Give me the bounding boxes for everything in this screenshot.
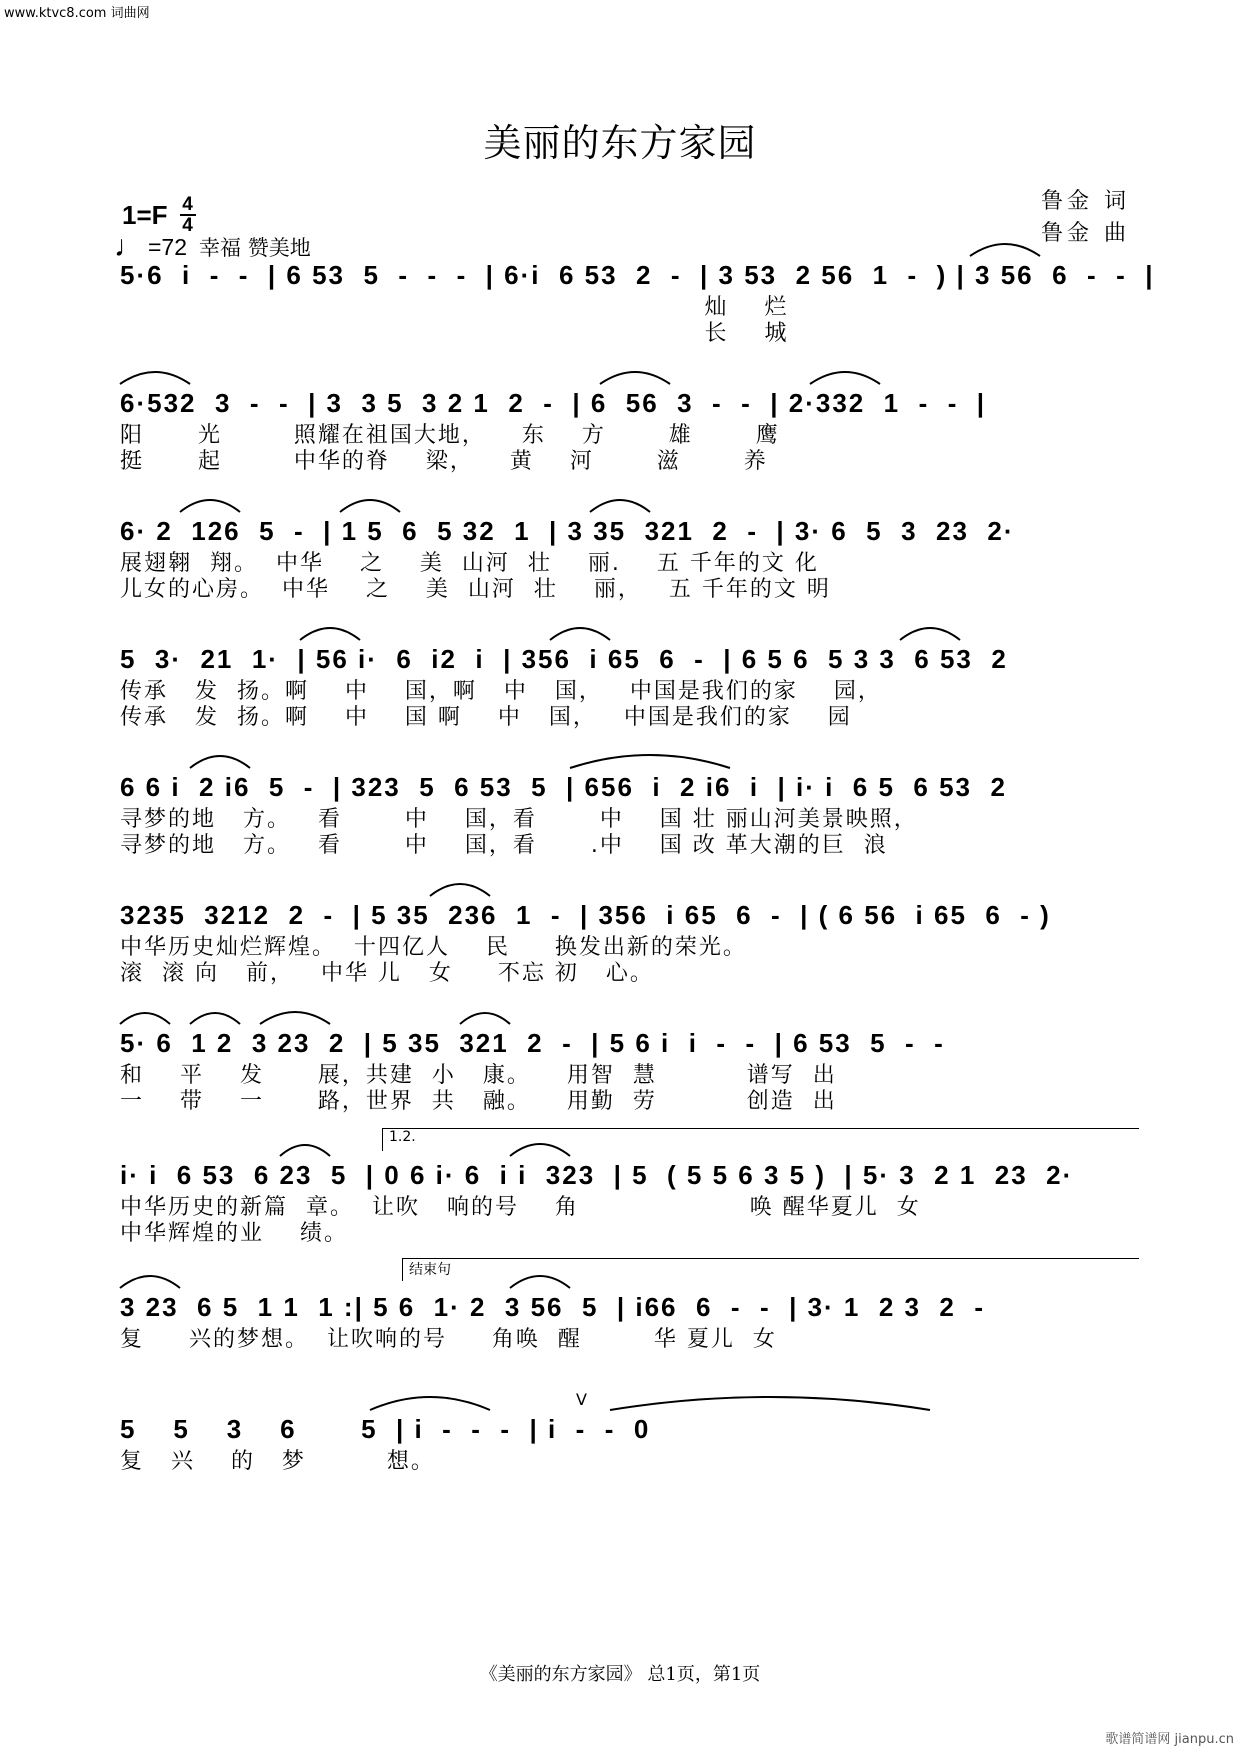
slur-marks <box>120 484 1132 516</box>
lyric-verse-1: 中华历史灿烂辉煌。 十四亿人 民 换发出新的荣光。 <box>120 935 747 960</box>
tempo-marking: ♩ =72 幸福 赞美地 <box>114 230 311 263</box>
notes: 5 3· 21 1· | 56 i· 6 i2 i | 356 i 65 6 - | 6 5 6 5 3 3 6 53 2 <box>120 644 1008 674</box>
lyric-verse-1: 阳 光 照耀在祖国大地， 东 方 雄 鹰 <box>120 423 780 448</box>
lyric-verse-1: 和 平 发 展，共建 小 康。 用智 慧 谱写 出 <box>120 1063 837 1088</box>
notes: 6· 2 126 5 - | 1 5 6 5 32 1 | 3 35 321 2 - | 3· 6 5 3 23 2· <box>120 516 1015 546</box>
quarter-note-icon: ♩ <box>114 230 144 263</box>
lyric-verse-1: 传承 发 扬。啊 中 国，啊 中 国， 中国是我们的家 园， <box>120 679 882 704</box>
lyric-verse-1: 展翅翱 翔。 中华 之 美 山河 壮 丽. 五 千年的文 化 <box>120 551 819 576</box>
slur-marks <box>120 228 1132 260</box>
page-footer: 《美丽的东方家园》 总1页，第1页 <box>479 1664 761 1685</box>
slur-marks <box>120 1260 1132 1292</box>
notes: 5·6 i - - | 6 53 5 - - - | 6·i 6 53 2 - | 3 53 2 56 1 - ) | 3 56 6 - - | <box>120 260 1155 290</box>
time-signature: $\frac{4}{4}$ <box>180 196 196 234</box>
slur-marks <box>120 868 1132 900</box>
lyric-verse-1: 复 兴的梦想。 让吹响的号 角唤 醒 华 夏儿 女 <box>120 1327 777 1352</box>
notes: i· i 6 53 6 23 5 | 0 6 i· 6 i i 323 | 5 ( 5 5 6 3 5 ) | 5· 3 2 1 23 2· <box>120 1160 1074 1190</box>
lyric-verse-2: 传承 发 扬。啊 中 国 啊 中 国， 中国是我们的家 园 <box>120 705 852 730</box>
lyric-verse-2: 长 城 <box>120 321 789 346</box>
composer: 鲁金 曲 <box>1041 221 1130 246</box>
lyric-verse-2: 滚 滚 向 前， 中华 儿 女 不忘 初 心。 <box>120 961 654 986</box>
slur-marks <box>120 356 1132 388</box>
site-header: www.ktvc8.com 词曲网 <box>4 6 150 21</box>
slur-marks <box>120 740 1132 772</box>
watermark: 歌谱简谱网 jianpu.cn <box>1105 1732 1234 1747</box>
lyric-verse-2: 寻梦的地 方。 看 中 国，看 .中 国 改 革大潮的巨 浪 <box>120 833 888 858</box>
song-title: 美丽的东方家园 <box>483 121 757 165</box>
slur-marks <box>120 1128 1132 1160</box>
lyric-verse-2: 挺 起 中华的脊 梁， 黄 河 滋 养 <box>120 449 768 474</box>
notes: 5· 6 1 2 3 23 2 | 5 35 321 2 - | 5 6 i i - - | 6 53 5 - - <box>120 1028 945 1058</box>
breath-mark: V <box>576 1390 587 1409</box>
lyric-verse-2: 中华辉煌的业 绩。 <box>120 1221 348 1246</box>
slur-marks <box>120 1382 1132 1414</box>
slur-marks <box>120 996 1132 1028</box>
notes: 5 5 3 6 5 | i - - - | i - - 0 <box>120 1414 651 1444</box>
slur-marks <box>120 612 1132 644</box>
notes: 3235 3212 2 - | 5 35 236 1 - | 356 i 65 6 - | ( 6 56 i 65 6 - ) <box>120 900 1051 930</box>
lyric-verse-1: 复 兴 的 梦 想。 <box>120 1449 435 1474</box>
lyric-verse-1: 中华历史的新篇 章。 让吹 响的号 角 唤 醒华夏儿 女 <box>120 1195 921 1220</box>
notes: 3 23 6 5 1 1 1 :| 5 6 1· 2 3 56 5 | i66 6 - - | 3· 1 2 3 2 - <box>120 1292 985 1322</box>
lyricist: 鲁金 词 <box>1041 189 1130 214</box>
lyric-verse-1: 灿 烂 <box>120 295 789 320</box>
notes: 6·532 3 - - | 3 3 5 3 2 1 2 - | 6 56 3 - - | 2·332 1 - - | <box>120 388 987 418</box>
lyric-verse-2: 儿女的心房。 中华 之 美 山河 壮 丽， 五 千年的文 明 <box>120 577 831 602</box>
lyric-verse-2: 一 带 一 路，世界 共 融。 用勤 劳 创造 出 <box>120 1089 837 1114</box>
lyric-verse-1: 寻梦的地 方。 看 中 国，看 中 国 壮 丽山河美景映照， <box>120 807 918 832</box>
first-ending-bracket: 1.2. <box>382 1128 1139 1151</box>
ending-section-bracket: 结束句 <box>402 1258 1139 1281</box>
notes: 6 6 i 2 i6 5 - | 323 5 6 53 5 | 656 i 2 i6 i | i· i 6 5 6 53 2 <box>120 772 1007 802</box>
key-signature: 1=F <box>122 199 168 230</box>
